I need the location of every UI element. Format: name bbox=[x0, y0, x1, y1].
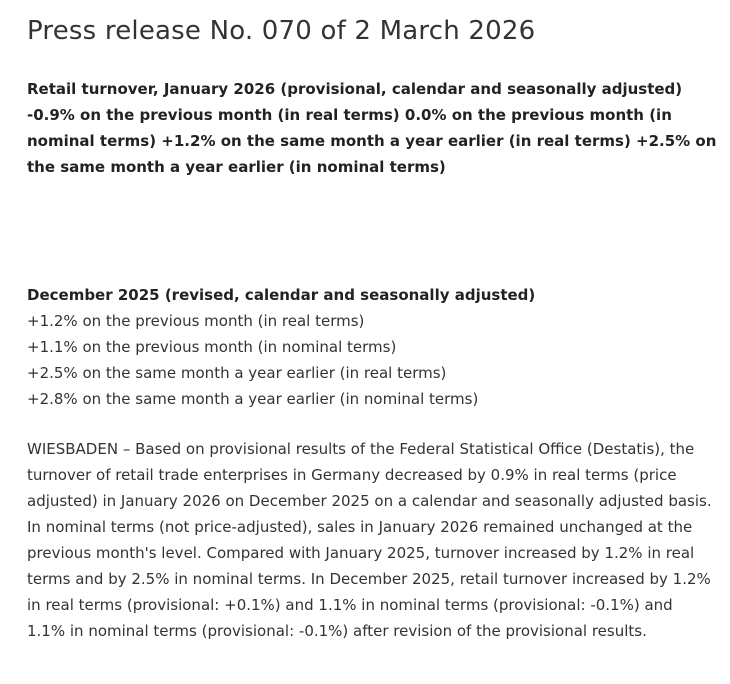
body-paragraph: WIESBADEN – Based on provisional results of the Federal Statistical Office (Destatis), the turnover of retail trade enterprises in Germany decreased by 0.9% in real terms (price adjusted) in January 2026 on December 2025 on a calendar and seasonally adjusted basis. In nominal terms (not price-adjusted), sales in January 2026 remained unchanged at the previous month's level. Compared with January 2025, turnover increased by 1.2% in real terms and by 2.5% in nominal terms. In December 2025, retail turnover increased by 1.2% in real terms (provisional: +0.1%) and 1.1% in nominal terms (provisional: -0.1%) and 1.1% in nominal terms (provisional: -0.1%) after revision of the provisional results. bbox=[27, 440, 712, 640]
december-line: +2.5% on the same month a year earlier (in real terms) bbox=[27, 364, 447, 382]
december-line: +2.8% on the same month a year earlier (in nominal terms) bbox=[27, 390, 479, 408]
december-line: +1.2% on the previous month (in real terms) bbox=[27, 312, 365, 330]
page-title: Press release No. 070 of 2 March 2026 bbox=[27, 16, 536, 46]
december-heading: December 2025 (revised, calendar and seasonally adjusted) bbox=[27, 286, 536, 304]
december-line: +1.1% on the previous month (in nominal terms) bbox=[27, 338, 397, 356]
december-revision-section bbox=[27, 282, 717, 412]
lead-summary: Retail turnover, January 2026 (provisional, calendar and seasonally adjusted) -0.9% on the previous month (in real terms) 0.0% on the previous month (in nominal terms) +1.2% on the same month a year earlier (in real terms) +2.5% on the same month a year earlier (in nominal terms) bbox=[27, 80, 717, 176]
